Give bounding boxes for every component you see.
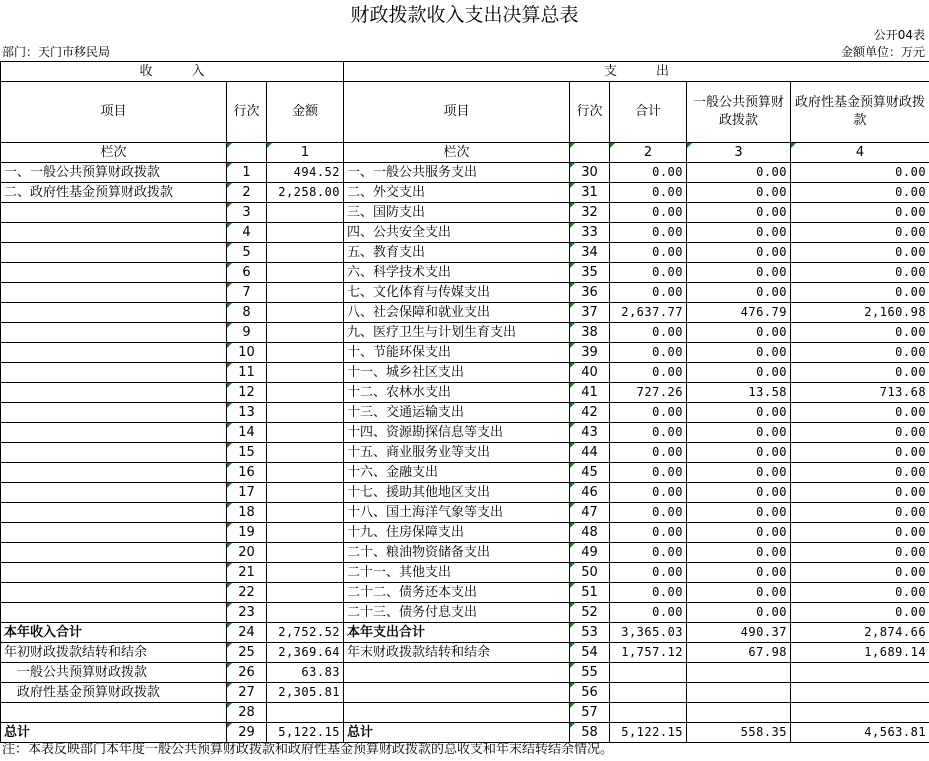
expense-column-blank: [570, 143, 610, 163]
income-amount-cell: [267, 523, 344, 543]
expense-fund-cell: 0.00: [791, 583, 929, 603]
expense-general-cell: 0.00: [687, 503, 791, 523]
income-amount-cell: [267, 483, 344, 503]
table-row: [1, 163, 929, 183]
expense-item-cell: 十七、援助其他地区支出: [344, 483, 570, 503]
expense-total-cell: 0.00: [610, 223, 687, 243]
income-line-cell: 11: [227, 363, 267, 383]
table-row: [1, 663, 929, 683]
expense-item-cell: 二十二、债务还本支出: [344, 583, 570, 603]
income-amount-cell: [267, 563, 344, 583]
expense-general-cell: 490.37: [687, 623, 791, 643]
income-amount-cell: [267, 423, 344, 443]
expense-total-cell: 3,365.03: [610, 623, 687, 643]
income-item-cell: [1, 603, 227, 623]
expense-item-header: 项目: [344, 82, 570, 143]
expense-line-cell: 54: [570, 643, 610, 663]
income-line-cell: 15: [227, 443, 267, 463]
expense-general-cell: 0.00: [687, 483, 791, 503]
expense-total-cell: 0.00: [610, 263, 687, 283]
expense-item-cell: 二十三、债务付息支出: [344, 603, 570, 623]
form-code: 公开04表: [873, 28, 925, 42]
expense-fund-cell: 713.68: [791, 383, 929, 403]
expense-line-cell: 58: [570, 723, 610, 743]
income-line-cell: 21: [227, 563, 267, 583]
expense-col-4: 4: [791, 143, 929, 163]
expense-fund-cell: 2,160.98: [791, 303, 929, 323]
expense-line-cell: 49: [570, 543, 610, 563]
income-item-cell: 政府性基金预算财政拨款: [1, 683, 227, 703]
expense-total-cell: 0.00: [610, 283, 687, 303]
table-row: [1, 463, 929, 483]
expense-item-cell: 本年支出合计: [344, 623, 570, 643]
income-item-cell: 一般公共预算财政拨款: [1, 663, 227, 683]
income-amount-cell: 494.52: [267, 163, 344, 183]
income-item-cell: [1, 423, 227, 443]
table-row: [1, 343, 929, 363]
income-amount-cell: 5,122.15: [267, 723, 344, 743]
income-amount-cell: [267, 703, 344, 723]
expense-general-cell: 0.00: [687, 523, 791, 543]
income-item-cell: [1, 283, 227, 303]
income-line-cell: 16: [227, 463, 267, 483]
expense-column-label: 栏次: [344, 143, 570, 163]
income-line-cell: 23: [227, 603, 267, 623]
expense-line-cell: 46: [570, 483, 610, 503]
expense-total-cell: [610, 683, 687, 703]
income-amount-cell: [267, 203, 344, 223]
table-row: [1, 263, 929, 283]
expense-general-cell: 476.79: [687, 303, 791, 323]
expense-general-cell: 0.00: [687, 423, 791, 443]
income-column-label: 栏次: [1, 143, 227, 163]
expense-general-cell: 0.00: [687, 543, 791, 563]
income-line-cell: 22: [227, 583, 267, 603]
expense-fund-cell: 0.00: [791, 423, 929, 443]
income-line-header: 行次: [227, 82, 267, 143]
income-amount-cell: [267, 383, 344, 403]
expense-fund-cell: 0.00: [791, 443, 929, 463]
income-item-cell: [1, 243, 227, 263]
expense-item-cell: 三、国防支出: [344, 203, 570, 223]
expense-total-cell: 0.00: [610, 243, 687, 263]
table-row: [1, 383, 929, 403]
expense-general-cell: [687, 663, 791, 683]
table-row: [1, 323, 929, 343]
expense-total-cell: 0.00: [610, 343, 687, 363]
department-label: 部门：天门市移民局: [2, 45, 111, 59]
income-item-cell: [1, 523, 227, 543]
expense-item-cell: 十九、住房保障支出: [344, 523, 570, 543]
income-line-cell: 5: [227, 243, 267, 263]
expense-general-cell: 0.00: [687, 223, 791, 243]
expense-line-cell: 40: [570, 363, 610, 383]
expense-item-cell: 二、外交支出: [344, 183, 570, 203]
income-item-cell: 总计: [1, 723, 227, 743]
expense-line-cell: 43: [570, 423, 610, 443]
expense-fund-cell: [791, 683, 929, 703]
income-item-cell: 本年收入合计: [1, 623, 227, 643]
expense-line-cell: 37: [570, 303, 610, 323]
expense-total-cell: [610, 703, 687, 723]
expense-fund-cell: [791, 663, 929, 683]
expense-item-cell: 七、文化体育与传媒支出: [344, 283, 570, 303]
income-line-cell: 18: [227, 503, 267, 523]
expense-total-cell: 727.26: [610, 383, 687, 403]
expense-line-cell: 51: [570, 583, 610, 603]
expense-header: 支 出: [344, 62, 929, 82]
expense-fund-cell: 0.00: [791, 363, 929, 383]
expense-total-cell: 0.00: [610, 543, 687, 563]
expense-general-cell: [687, 703, 791, 723]
expense-general-cell: 0.00: [687, 183, 791, 203]
expense-line-cell: 57: [570, 703, 610, 723]
income-item-cell: 年初财政拨款结转和结余: [1, 643, 227, 663]
expense-item-cell: 四、公共安全支出: [344, 223, 570, 243]
income-line-cell: 17: [227, 483, 267, 503]
expense-line-cell: 39: [570, 343, 610, 363]
expense-general-cell: 558.35: [687, 723, 791, 743]
income-item-header: 项目: [1, 82, 227, 143]
expense-fund-cell: 0.00: [791, 183, 929, 203]
income-item-cell: 二、政府性基金预算财政拨款: [1, 183, 227, 203]
income-amount-cell: [267, 603, 344, 623]
expense-general-cell: 67.98: [687, 643, 791, 663]
expense-item-cell: 十六、金融支出: [344, 463, 570, 483]
table-row: [1, 563, 929, 583]
expense-line-cell: 31: [570, 183, 610, 203]
income-line-cell: 8: [227, 303, 267, 323]
expense-total-cell: 0.00: [610, 603, 687, 623]
expense-item-cell: 十四、资源勘探信息等支出: [344, 423, 570, 443]
expense-line-cell: 35: [570, 263, 610, 283]
expense-general-cell: 0.00: [687, 603, 791, 623]
income-amount-cell: [267, 503, 344, 523]
income-item-cell: [1, 323, 227, 343]
income-item-cell: [1, 383, 227, 403]
expense-general-cell: 0.00: [687, 203, 791, 223]
income-amount-cell: 2,258.00: [267, 183, 344, 203]
income-amount-header: 金额: [267, 82, 344, 143]
income-amount-cell: 2,752.52: [267, 623, 344, 643]
income-amount-cell: [267, 343, 344, 363]
expense-general-cell: 0.00: [687, 343, 791, 363]
table-row: [1, 543, 929, 563]
expense-item-cell: [344, 663, 570, 683]
expense-general-cell: 0.00: [687, 243, 791, 263]
expense-fund-cell: 0.00: [791, 223, 929, 243]
unit-label: 金额单位：万元: [840, 45, 925, 59]
expense-item-cell: [344, 703, 570, 723]
expense-item-cell: 十一、城乡社区支出: [344, 363, 570, 383]
table-row: [1, 443, 929, 463]
income-line-cell: 13: [227, 403, 267, 423]
expense-fund-cell: 0.00: [791, 323, 929, 343]
expense-total-cell: 5,122.15: [610, 723, 687, 743]
income-line-cell: 19: [227, 523, 267, 543]
table-row: [1, 303, 929, 323]
income-line-cell: 1: [227, 163, 267, 183]
expense-item-cell: 一、一般公共服务支出: [344, 163, 570, 183]
expense-fund-cell: 0.00: [791, 203, 929, 223]
expense-total-cell: 0.00: [610, 583, 687, 603]
expense-general-cell: 0.00: [687, 163, 791, 183]
income-line-cell: 7: [227, 283, 267, 303]
expense-general-cell: 0.00: [687, 463, 791, 483]
income-amount-cell: [267, 463, 344, 483]
expense-fund-cell: 0.00: [791, 163, 929, 183]
expense-line-cell: 38: [570, 323, 610, 343]
table-row: [1, 483, 929, 503]
expense-general-cell: 0.00: [687, 283, 791, 303]
expense-line-cell: 53: [570, 623, 610, 643]
expense-item-cell: 十五、商业服务业等支出: [344, 443, 570, 463]
income-line-cell: 24: [227, 623, 267, 643]
table-row: [1, 683, 929, 703]
expense-total-cell: 0.00: [610, 423, 687, 443]
expense-total-cell: 0.00: [610, 403, 687, 423]
income-line-cell: 29: [227, 723, 267, 743]
income-amount-cell: [267, 283, 344, 303]
income-column-blank: [227, 143, 267, 163]
expense-total-cell: 0.00: [610, 443, 687, 463]
expense-total-cell: 0.00: [610, 183, 687, 203]
expense-item-cell: 八、社会保障和就业支出: [344, 303, 570, 323]
income-item-cell: [1, 203, 227, 223]
expense-general-cell: 13.58: [687, 383, 791, 403]
income-amount-cell: [267, 243, 344, 263]
income-line-cell: 3: [227, 203, 267, 223]
income-item-cell: [1, 563, 227, 583]
expense-total-header: 合计: [610, 82, 687, 143]
table-row: [1, 423, 929, 443]
expense-general-cell: [687, 683, 791, 703]
expense-item-cell: 二十、粮油物资储备支出: [344, 543, 570, 563]
income-line-cell: 6: [227, 263, 267, 283]
expense-line-cell: 42: [570, 403, 610, 423]
income-line-cell: 4: [227, 223, 267, 243]
income-item-cell: [1, 583, 227, 603]
expense-line-cell: 44: [570, 443, 610, 463]
income-line-cell: 28: [227, 703, 267, 723]
expense-fund-cell: 2,874.66: [791, 623, 929, 643]
income-amount-cell: [267, 363, 344, 383]
expense-general-cell: 0.00: [687, 443, 791, 463]
income-line-cell: 25: [227, 643, 267, 663]
table-row: [1, 703, 929, 723]
expense-item-cell: 十八、国土海洋气象等支出: [344, 503, 570, 523]
expense-line-cell: 45: [570, 463, 610, 483]
expense-fund-cell: 0.00: [791, 603, 929, 623]
expense-item-cell: 十二、农林水支出: [344, 383, 570, 403]
expense-line-cell: 32: [570, 203, 610, 223]
income-item-cell: [1, 403, 227, 423]
expense-total-cell: 0.00: [610, 563, 687, 583]
income-line-cell: 26: [227, 663, 267, 683]
income-line-cell: 12: [227, 383, 267, 403]
table-row: [1, 623, 929, 643]
table-row: [1, 583, 929, 603]
expense-item-cell: 六、科学技术支出: [344, 263, 570, 283]
expense-general-cell: 0.00: [687, 323, 791, 343]
income-item-cell: [1, 703, 227, 723]
expense-total-cell: 0.00: [610, 503, 687, 523]
expense-general-cell: 0.00: [687, 263, 791, 283]
expense-fund-cell: 0.00: [791, 283, 929, 303]
expense-total-cell: 0.00: [610, 523, 687, 543]
income-amount-cell: [267, 583, 344, 603]
expense-total-cell: 1,757.12: [610, 643, 687, 663]
income-amount-cell: 2,305.81: [267, 683, 344, 703]
expense-fund-cell: 0.00: [791, 263, 929, 283]
income-item-cell: [1, 463, 227, 483]
expense-total-cell: 0.00: [610, 323, 687, 343]
expense-item-cell: 九、医疗卫生与计划生育支出: [344, 323, 570, 343]
expense-line-cell: 50: [570, 563, 610, 583]
income-amount-cell: [267, 403, 344, 423]
expense-general-cell: 0.00: [687, 403, 791, 423]
income-amount-cell: [267, 303, 344, 323]
income-amount-cell: 2,369.64: [267, 643, 344, 663]
table-row: [1, 643, 929, 663]
expense-total-cell: [610, 663, 687, 683]
expense-fund-header: 政府性基金预算财政拨款: [791, 82, 929, 143]
expense-general-cell: 0.00: [687, 363, 791, 383]
expense-col-3: 3: [687, 143, 791, 163]
income-amount-cell: [267, 443, 344, 463]
expense-fund-cell: [791, 703, 929, 723]
income-line-cell: 20: [227, 543, 267, 563]
income-amount-cell: 63.83: [267, 663, 344, 683]
expense-fund-cell: 0.00: [791, 343, 929, 363]
expense-total-cell: 2,637.77: [610, 303, 687, 323]
income-item-cell: [1, 483, 227, 503]
expense-line-cell: 34: [570, 243, 610, 263]
income-amount-cell: [267, 323, 344, 343]
expense-fund-cell: 0.00: [791, 563, 929, 583]
income-item-cell: [1, 543, 227, 563]
expense-total-cell: 0.00: [610, 163, 687, 183]
table-row: [1, 223, 929, 243]
expense-general-header: 一般公共预算财政拨款: [687, 82, 791, 143]
income-item-cell: [1, 443, 227, 463]
expense-item-cell: 二十一、其他支出: [344, 563, 570, 583]
expense-fund-cell: 0.00: [791, 483, 929, 503]
income-amount-cell: [267, 263, 344, 283]
income-item-cell: [1, 303, 227, 323]
expense-fund-cell: 1,689.14: [791, 643, 929, 663]
income-item-cell: [1, 343, 227, 363]
expense-fund-cell: 4,563.81: [791, 723, 929, 743]
expense-line-cell: 33: [570, 223, 610, 243]
expense-line-cell: 55: [570, 663, 610, 683]
expense-line-cell: 36: [570, 283, 610, 303]
report-title: 财政拨款收入支出决算总表: [350, 4, 579, 26]
expense-line-header: 行次: [570, 82, 610, 143]
expense-fund-cell: 0.00: [791, 543, 929, 563]
expense-line-cell: 56: [570, 683, 610, 703]
expense-item-cell: 五、教育支出: [344, 243, 570, 263]
expense-line-cell: 30: [570, 163, 610, 183]
table-row: [1, 283, 929, 303]
table-row: [1, 723, 929, 743]
expense-total-cell: 0.00: [610, 203, 687, 223]
footnote: 注：本表反映部门本年度一般公共预算财政拨款和政府性基金预算财政拨款的总收支和年末结转结余情况。: [2, 742, 614, 757]
income-item-cell: [1, 223, 227, 243]
expense-fund-cell: 0.00: [791, 463, 929, 483]
expense-line-cell: 47: [570, 503, 610, 523]
income-line-cell: 27: [227, 683, 267, 703]
income-col-1: 1: [267, 143, 344, 163]
income-line-cell: 2: [227, 183, 267, 203]
table-row: [1, 503, 929, 523]
table-row: [1, 363, 929, 383]
expense-total-cell: 0.00: [610, 463, 687, 483]
expense-fund-cell: 0.00: [791, 243, 929, 263]
expense-item-cell: [344, 683, 570, 703]
expense-fund-cell: 0.00: [791, 503, 929, 523]
expense-general-cell: 0.00: [687, 563, 791, 583]
income-line-cell: 14: [227, 423, 267, 443]
income-item-cell: [1, 263, 227, 283]
expense-fund-cell: 0.00: [791, 523, 929, 543]
expense-line-cell: 52: [570, 603, 610, 623]
table-row: [1, 403, 929, 423]
expense-col-2: 2: [610, 143, 687, 163]
income-item-cell: [1, 503, 227, 523]
expense-line-cell: 41: [570, 383, 610, 403]
income-amount-cell: [267, 223, 344, 243]
expense-item-cell: 十三、交通运输支出: [344, 403, 570, 423]
expense-total-cell: 0.00: [610, 363, 687, 383]
table-row: [1, 183, 929, 203]
income-line-cell: 9: [227, 323, 267, 343]
table-row: [1, 523, 929, 543]
budget-table: [0, 61, 929, 743]
income-amount-cell: [267, 543, 344, 563]
income-header: 收 入: [1, 62, 344, 82]
expense-general-cell: 0.00: [687, 583, 791, 603]
income-item-cell: [1, 363, 227, 383]
expense-total-cell: 0.00: [610, 483, 687, 503]
expense-item-cell: 年末财政拨款结转和结余: [344, 643, 570, 663]
expense-line-cell: 48: [570, 523, 610, 543]
table-row: [1, 603, 929, 623]
income-line-cell: 10: [227, 343, 267, 363]
income-item-cell: 一、一般公共预算财政拨款: [1, 163, 227, 183]
expense-fund-cell: 0.00: [791, 403, 929, 423]
table-row: [1, 203, 929, 223]
expense-item-cell: 总计: [344, 723, 570, 743]
expense-item-cell: 十、节能环保支出: [344, 343, 570, 363]
table-row: [1, 243, 929, 263]
